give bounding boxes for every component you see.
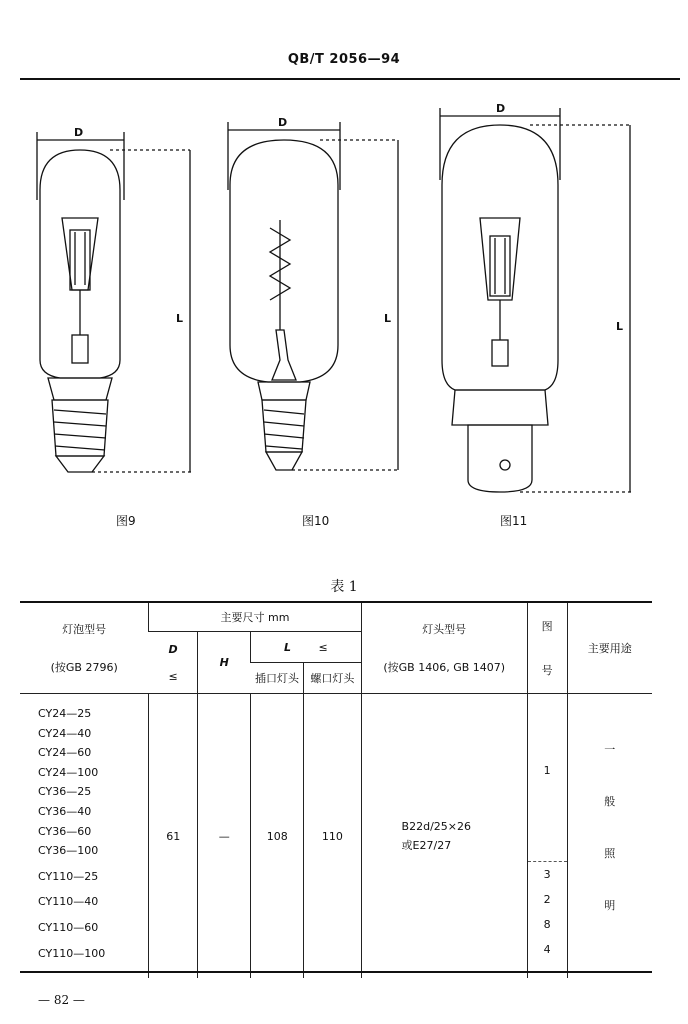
use-char: 照 [604,847,616,860]
d-value: 61 [149,694,198,979]
l-bayonet-value: 108 [251,694,304,979]
table-title: 表 1 [330,579,358,595]
spec-table [20,601,652,978]
model-item: CY110—100 [38,946,106,960]
model-header: 灯泡型号 [62,623,107,636]
cap-header-note: (按GB 1406, GB 1407) [383,661,506,674]
figure-number: 3 [528,861,567,881]
use-cell [567,694,652,979]
screw-header: 螺口灯头 [304,663,361,694]
fig10-dim-l: L [384,312,392,325]
cap-header: 灯头型号 [422,623,467,636]
model-item: CY24—40 [38,726,92,740]
model-item: CY110—40 [38,895,99,909]
lamp-figures [0,90,688,530]
cap-value-1: B22d/25×26 [401,819,471,833]
d-header-cell [149,632,198,694]
model-item: CY36—25 [38,785,92,799]
page-number: — 82 — [38,993,85,1007]
cap-value-2: 或E27/27 [401,838,452,852]
main-dims-header: 主要尺寸 mm [149,602,361,632]
fig11-dim-d: D [496,102,506,115]
cap-header-cell [361,602,527,694]
fig9-dim-d: D [74,126,84,139]
l-header-cond: ≤ [318,640,328,654]
figure-10-drawing [228,122,400,470]
figure-header-cell [527,602,567,694]
fig11-dim-l: L [616,320,624,333]
figure-11-drawing [440,108,632,492]
model-header-cell [20,602,149,694]
use-char: 明 [604,899,616,912]
figure-number: 4 [543,943,551,956]
bayonet-header: 插口灯头 [251,663,304,694]
model-header-note: (按GB 2796) [50,661,118,674]
d-header-cond: ≤ [168,669,178,683]
header-rule [20,78,680,80]
fig9-dim-l: L [176,312,184,325]
model-item: CY110—25 [38,869,99,883]
use-char: 般 [604,795,616,808]
h-header: H [198,632,251,694]
l-header: L [284,640,292,654]
figure-10-caption: 图10 [302,514,330,528]
figure-11-caption: 图11 [500,514,528,528]
figure-9-drawing [37,132,192,472]
page-header: QB/T 2056—94 [287,52,401,67]
figure-header: 图 [541,620,553,633]
model-item: CY24—60 [38,746,92,760]
figure-9-caption: 图9 [116,514,136,528]
model-item: CY36—100 [38,844,99,858]
figure-number-cell [527,694,567,979]
model-item: CY36—40 [38,804,92,818]
figure-number: 2 [543,893,551,906]
table-bottom-rule [20,971,652,973]
use-char: 一 [604,743,616,756]
figure-number: 1 [543,764,551,777]
l-screw-value: 110 [304,694,361,979]
model-list-cell [20,694,149,979]
cap-value-cell [361,694,527,979]
fig10-dim-d: D [278,116,288,129]
h-value: — [198,694,251,979]
model-item: CY24—100 [38,765,99,779]
model-item: CY110—60 [38,920,99,934]
l-header-cell [251,632,361,663]
model-item: CY36—60 [38,824,92,838]
model-item: CY24—25 [38,707,92,720]
d-header: D [168,642,178,656]
figure-header-2: 号 [541,664,553,677]
figure-number: 8 [543,918,551,931]
use-header: 主要用途 [567,602,652,694]
